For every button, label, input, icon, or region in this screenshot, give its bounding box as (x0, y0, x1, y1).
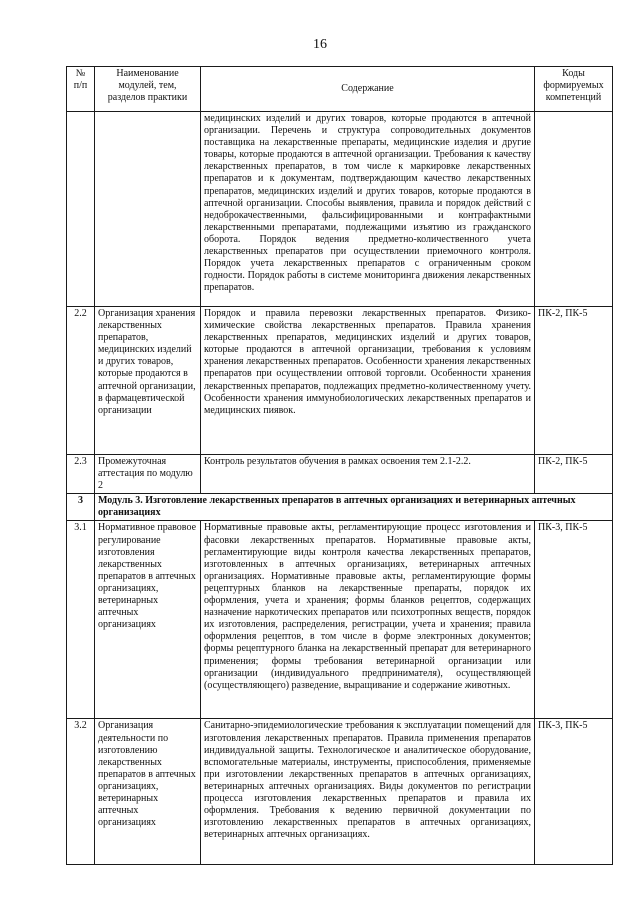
row-codes: ПК-2, ПК-5 (535, 455, 613, 494)
row-content: Порядок и правила перевозки лекарственных препаратов. Физико-химические свойства лекарственных препаратов. Правила хранения лекарственных препаратов, медицинских изделий и других товаров, которые продаются в аптечной организации, требования к условиям хранения лекарственных препаратов. Особенности хранения лекарственных препаратов при осуществлении оптовой торговли. Особенности хранения лекарственных препаратов, подлежащих предметно-количественному учету. Особенности хранения иммунобиологических лекарственных препаратов и медицинских пиявок. (201, 307, 535, 455)
curriculum-table (66, 66, 613, 865)
row-name: Промежуточная аттестация по модулю 2 (95, 455, 201, 494)
table-row (67, 521, 613, 719)
table-header-row (67, 67, 613, 112)
module-title: Модуль 3. Изготовление лекарственных препаратов в аптечных организациях и ветеринарных аптечных организациях (95, 494, 613, 521)
row-content: Нормативные правовые акты, регламентирующие процесс изготовления и фасовки лекарственных препаратов. Нормативные правовые акты, регламентирующие виды контроля качества лекарственных препаратов, изготовленных в аптечных организациях, ветеринарных аптечных организациях. Нормативные правовые акты, регламентирующие формы рецептурных бланков на лекарственные препараты, порядок их оформления, учета и хранения; формы бланков рецептов, содержащих назначение наркотических препаратов или психотропных веществ, порядок их изготовления, распределения, регистрации, учета и хранения; правила оформления рецептов, в том числе в форме электронных документов; формы рецептурного бланка на лекарственный препарат для ветеринарного применения; формы требования ветеринарной организации или организации (индивидуального предпринимателя), осуществляющей (осуществляющего) разведение, выращивание и содержание животных. (201, 521, 535, 719)
row-num: 3.2 (67, 719, 95, 865)
table-row (67, 307, 613, 455)
row-codes (535, 112, 613, 307)
row-codes: ПК-3, ПК-5 (535, 719, 613, 865)
row-codes: ПК-3, ПК-5 (535, 521, 613, 719)
row-content: Санитарно-эпидемиологические требования к эксплуатации помещений для изготовления лекарственных препаратов. Правила применения препаратов индивидуальной защиты. Технологическое и аналитическое оборудование, вспомогательные материалы, инструменты, приспособления, применяемые при изготовлении лекарственных препаратов в аптечных организациях, ветеринарных аптечных организациях. Виды документов по регистрации процесса изготовления лекарственных препаратов и правила их оформления. Требования к ведению первичной документации по изготовлению лекарственных препаратов в аптечных организациях, ветеринарных аптечных организациях. (201, 719, 535, 865)
header-codes: Коды формируемых компетенций (535, 67, 613, 112)
row-codes: ПК-2, ПК-5 (535, 307, 613, 455)
table-row (67, 719, 613, 865)
module-row (67, 494, 613, 521)
header-content: Содержание (201, 67, 535, 112)
row-name: Нормативное правовое регулирование изготовления лекарственных препаратов в аптечных организациях, ветеринарных аптечных организациях (95, 521, 201, 719)
row-content: Контроль результатов обучения в рамках освоения тем 2.1-2.2. (201, 455, 535, 494)
row-content: медицинских изделий и других товаров, которые продаются в аптечной организации. Перечень и структура сопроводительных документов поставщика на лекарственные препараты, медицинские изделия и другие товары, которые продаются в аптечной организации. Требования к качеству лекарственных препаратов, в том числе к маркировке лекарственных препаратов и к документам, подтверждающим качество лекарственных препаратов, медицинских изделий и других товаров, которые продаются в аптечной организации. Способы выявления, правила и порядок действий с недоброкачественными, фальсифицированными и контрафактными лекарственными препаратами, подлежащими изъятию из гражданского оборота. Порядок ведения предметно-количественного учета лекарственных препаратов при осуществлении приемочного контроля. Порядок учета лекарственных препаратов с ограниченным сроком годности. Порядок работы в системе мониторинга движения лекарственных препаратов. (201, 112, 535, 307)
row-num: 3.1 (67, 521, 95, 719)
header-name: Наименование модулей, тем, разделов практики (95, 67, 201, 112)
row-name (95, 112, 201, 307)
row-num: 2.2 (67, 307, 95, 455)
header-num: № п/п (67, 67, 95, 112)
row-num (67, 112, 95, 307)
row-num: 2.3 (67, 455, 95, 494)
table-row (67, 455, 613, 494)
table-row (67, 112, 613, 307)
row-name: Организация хранения лекарственных препаратов, медицинских изделий и других товаров, которые продаются в аптечной организации, в фармацевтической организации (95, 307, 201, 455)
module-num: 3 (67, 494, 95, 521)
row-name: Организация деятельности по изготовлению лекарственных препаратов в аптечных организациях, ветеринарных аптечных организациях (95, 719, 201, 865)
page-number: 16 (313, 37, 327, 52)
